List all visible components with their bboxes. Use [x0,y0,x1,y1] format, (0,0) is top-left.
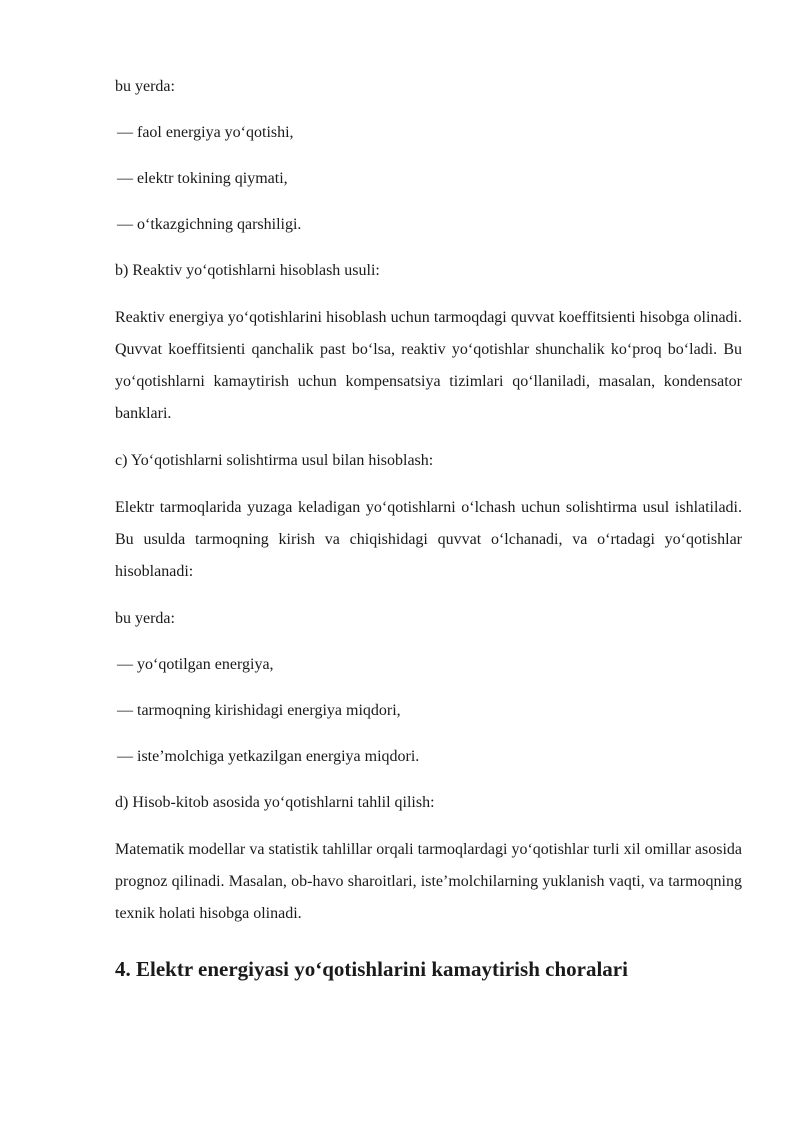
definition-item: — o‘tkazgichning qarshiligi. [117,216,302,233]
document-page [115,72,742,984]
section-b-paragraph: Reaktiv energiya yo‘qotishlarini hisoblash uchun tarmoqdagi quvvat koeffitsienti hisobga olinadi. Quvvat koeffitsienti qanchalik past bo‘lsa, reaktiv yo‘qotishlar shunchalik ko‘proq bo‘ladi. Bu yo‘qotishlarni kamaytirish uchun kompensatsiya tizimlari qo‘llaniladi, masalan, kondensator banklari. [115,309,742,422]
section-b-title: b) Reaktiv yo‘qotishlarni hisoblash usuli: [115,262,380,279]
section-c-paragraph: Elektr tarmoqlarida yuzaga keladigan yo‘qotishlarni o‘lchash uchun solishtirma usul ishlatiladi. Bu usulda tarmoqning kirish va chiqishidagi quvvat o‘lchanadi, va o‘rtadagi yo‘qotishlar hisoblanadi: [115,499,742,580]
definition-item: — faol energiya yo‘qotishi, [117,124,294,141]
where-label-1: bu yerda: [115,78,175,95]
section-d-paragraph: Matematik modellar va statistik tahlillar orqali tarmoqlardagi yo‘qotishlar turli xil omillar asosida prognoz qilinadi. Masalan, ob-havo sharoitlari, iste’molchilarning yuklanish vaqti, va tarmoqning texnik holati hisobga olinadi. [115,841,742,922]
definition-item: — iste’molchiga yetkazilgan energiya miqdori. [117,748,420,765]
definition-item: — yo‘qotilgan energiya, [117,656,274,673]
section-c-title: c) Yo‘qotishlarni solishtirma usul bilan hisoblash: [115,452,434,469]
where-label-2: bu yerda: [115,610,175,627]
definition-item: — tarmoqning kirishidagi energiya miqdori, [117,702,401,719]
definition-item: — elektr tokining qiymati, [117,170,288,187]
section-heading: 4. Elektr energiyasi yo‘qotishlarini kamaytirish choralari [115,957,628,981]
section-d-title: d) Hisob-kitob asosida yo‘qotishlarni tahlil qilish: [115,794,435,811]
